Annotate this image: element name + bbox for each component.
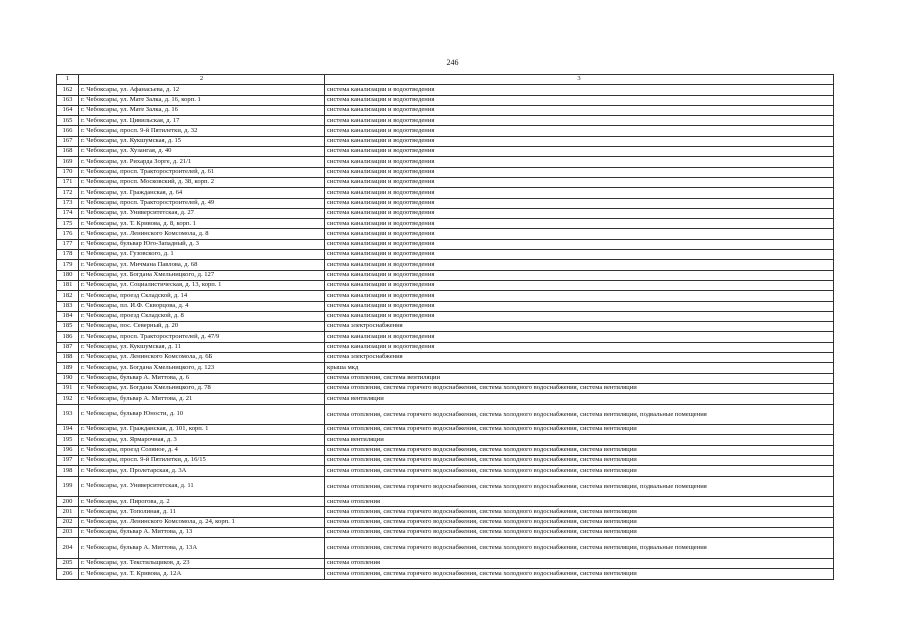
row-number: 189 [57, 363, 79, 373]
row-address: г. Чебоксары, ул. Кукшумская, д. 15 [79, 136, 325, 146]
table-row [57, 435, 834, 445]
row-address: г. Чебоксары, ул. Мичмана Павлова, д. 68 [79, 260, 325, 270]
row-address: г. Чебоксары, ул. Социалистическая, д. 13, корп. 1 [79, 280, 325, 290]
table-row [57, 322, 834, 332]
row-systems: система отопления, система горячего водоснабжения, система холодного водоснабжения, система вентиляции [325, 383, 834, 393]
row-systems: система канализации и водоотведения [325, 280, 834, 290]
page-number: 246 [446, 58, 459, 67]
row-number: 165 [57, 116, 79, 126]
row-systems: система канализации и водоотведения [325, 250, 834, 260]
row-address: г. Чебоксары, ул. Хузангая, д. 40 [79, 147, 325, 157]
row-systems: система канализации и водоотведения [325, 95, 834, 105]
row-number: 201 [57, 507, 79, 517]
table-row [57, 177, 834, 187]
table-row [57, 445, 834, 455]
row-systems: система канализации и водоотведения [325, 85, 834, 95]
row-systems: система канализации и водоотведения [325, 136, 834, 146]
row-address: г. Чебоксары, бульвар Юго-Западный, д. 3 [79, 239, 325, 249]
row-number: 205 [57, 558, 79, 568]
table-row [57, 342, 834, 352]
row-systems: система канализации и водоотведения [325, 198, 834, 208]
row-systems: система отопления, система горячего водоснабжения, система холодного водоснабжения, система вентиляции [325, 517, 834, 527]
row-systems: система отопления, система горячего водоснабжения, система холодного водоснабжения, система вентиляции [325, 445, 834, 455]
row-address: г. Чебоксары, бульвар А. Миттова, д. 6 [79, 373, 325, 383]
table-row [57, 383, 834, 393]
row-address: г. Чебоксары, ул. Кукшумская, д. 11 [79, 342, 325, 352]
table-row [57, 301, 834, 311]
table-row [57, 291, 834, 301]
row-number: 164 [57, 105, 79, 115]
row-number: 196 [57, 445, 79, 455]
row-systems: система отопления, система горячего водоснабжения, система холодного водоснабжения, система вентиляции, подвальные помещения [325, 404, 834, 425]
row-systems: система канализации и водоотведения [325, 167, 834, 177]
table-row [57, 558, 834, 568]
row-address: г. Чебоксары, ул. Пирогова, д. 2 [79, 497, 325, 507]
row-address: г. Чебоксары, ул. Ярмарочная, д. 3 [79, 435, 325, 445]
row-systems: система отопления [325, 558, 834, 568]
table-row [57, 569, 834, 579]
row-systems: система отопления, система горячего водоснабжения, система холодного водоснабжения, система вентиляции [325, 466, 834, 476]
row-number: 204 [57, 538, 79, 559]
row-address: г. Чебоксары, бульвар А. Миттова, д. 13 [79, 528, 325, 538]
table-row [57, 332, 834, 342]
table-row [57, 455, 834, 465]
row-number: 192 [57, 394, 79, 404]
row-number: 183 [57, 301, 79, 311]
row-systems: система канализации и водоотведения [325, 157, 834, 167]
row-systems: система отопления, система горячего водоснабжения, система холодного водоснабжения, система вентиляции, подвальные помещения [325, 538, 834, 559]
table-row [57, 198, 834, 208]
table-row [57, 95, 834, 105]
row-systems: система канализации и водоотведения [325, 239, 834, 249]
row-number: 170 [57, 167, 79, 177]
row-address: г. Чебоксары, ул. Ленинского Комсомола, д. 8 [79, 229, 325, 239]
table-row [57, 239, 834, 249]
row-address: г. Чебоксары, проезд Складской, д. 14 [79, 291, 325, 301]
row-address: г. Чебоксары, ул. Богдана Хмельницкого, д. 123 [79, 363, 325, 373]
row-systems: система канализации и водоотведения [325, 270, 834, 280]
table-header-row [57, 75, 834, 85]
row-address: г. Чебоксары, ул. Тополиная, д. 11 [79, 507, 325, 517]
row-number: 199 [57, 476, 79, 497]
table-row [57, 208, 834, 218]
table-row [57, 311, 834, 321]
table-row [57, 466, 834, 476]
table-row [57, 250, 834, 260]
row-number: 202 [57, 517, 79, 527]
table-row [57, 476, 834, 497]
buildings-table [56, 74, 834, 580]
table-row [57, 373, 834, 383]
row-systems: система канализации и водоотведения [325, 229, 834, 239]
row-systems: система канализации и водоотведения [325, 311, 834, 321]
row-number: 190 [57, 373, 79, 383]
row-address: г. Чебоксары, ул. Рихарда Зорге, д. 21/1 [79, 157, 325, 167]
row-address: г. Чебоксары, пос. Северный, д. 20 [79, 322, 325, 332]
row-number: 200 [57, 497, 79, 507]
row-systems: система канализации и водоотведения [325, 332, 834, 342]
row-address: г. Чебоксары, ул. Цивильская, д. 17 [79, 116, 325, 126]
table-row [57, 528, 834, 538]
table-row [57, 270, 834, 280]
row-number: 166 [57, 126, 79, 136]
row-number: 185 [57, 322, 79, 332]
table-row [57, 219, 834, 229]
row-address: г. Чебоксары, ул. Текстильщиков, д. 23 [79, 558, 325, 568]
table-row [57, 85, 834, 95]
row-number: 188 [57, 353, 79, 363]
row-systems: крыша мкд [325, 363, 834, 373]
row-address: г. Чебоксары, просп. 9-й Пятилетки, д. 16/15 [79, 455, 325, 465]
table-row [57, 404, 834, 425]
table-row [57, 147, 834, 157]
row-address: г. Чебоксары, проезд Соляное, д. 4 [79, 445, 325, 455]
row-number: 198 [57, 466, 79, 476]
row-systems: система электроснабжения [325, 353, 834, 363]
row-systems: система канализации и водоотведения [325, 301, 834, 311]
header-col-2: 2 [79, 75, 325, 85]
row-number: 184 [57, 311, 79, 321]
table-row [57, 538, 834, 559]
row-number: 179 [57, 260, 79, 270]
table-row [57, 126, 834, 136]
row-address: г. Чебоксары, ул. Богдана Хмельницкого, д. 78 [79, 383, 325, 393]
row-number: 206 [57, 569, 79, 579]
table-row [57, 116, 834, 126]
row-address: г. Чебоксары, просп. Тракторостроителей, д. 49 [79, 198, 325, 208]
table-row [57, 229, 834, 239]
row-address: г. Чебоксары, ул. Гражданская, д. 64 [79, 188, 325, 198]
row-address: г. Чебоксары, ул. Гузовского, д. 1 [79, 250, 325, 260]
row-number: 191 [57, 383, 79, 393]
table-row [57, 394, 834, 404]
row-number: 177 [57, 239, 79, 249]
row-address: г. Чебоксары, ул. Гражданская, д. 101, корп. 1 [79, 425, 325, 435]
table-row [57, 167, 834, 177]
row-systems: система канализации и водоотведения [325, 126, 834, 136]
row-number: 182 [57, 291, 79, 301]
row-number: 175 [57, 219, 79, 229]
table-row [57, 517, 834, 527]
row-number: 197 [57, 455, 79, 465]
row-address: г. Чебоксары, просп. Тракторостроителей, д. 61 [79, 167, 325, 177]
row-systems: система отопления, система горячего водоснабжения, система холодного водоснабжения, система вентиляции [325, 569, 834, 579]
row-address: г. Чебоксары, ул. Университетская, д. 27 [79, 208, 325, 218]
row-number: 193 [57, 404, 79, 425]
row-number: 173 [57, 198, 79, 208]
row-address: г. Чебоксары, проезд Складской, д. 8 [79, 311, 325, 321]
row-systems: система канализации и водоотведения [325, 147, 834, 157]
row-number: 181 [57, 280, 79, 290]
row-number: 203 [57, 528, 79, 538]
header-col-3: 3 [325, 75, 834, 85]
table-row [57, 105, 834, 115]
row-systems: система канализации и водоотведения [325, 105, 834, 115]
table-row [57, 136, 834, 146]
table-row [57, 497, 834, 507]
row-address: г. Чебоксары, ул. Университетская, д. 11 [79, 476, 325, 497]
table-row [57, 353, 834, 363]
row-number: 163 [57, 95, 79, 105]
table-row [57, 363, 834, 373]
table-row [57, 425, 834, 435]
row-number: 186 [57, 332, 79, 342]
row-systems: система канализации и водоотведения [325, 291, 834, 301]
row-systems: система отопления, система вентиляции [325, 373, 834, 383]
row-address: г. Чебоксары, бульвар Юности, д. 10 [79, 404, 325, 425]
row-number: 178 [57, 250, 79, 260]
row-address: г. Чебоксары, ул. Пролетарская, д. 3А [79, 466, 325, 476]
row-systems: система отопления, система горячего водоснабжения, система холодного водоснабжения, система вентиляции [325, 455, 834, 465]
table-row [57, 507, 834, 517]
row-systems: система канализации и водоотведения [325, 260, 834, 270]
table-row [57, 157, 834, 167]
row-number: 187 [57, 342, 79, 352]
row-systems: система отопления, система горячего водоснабжения, система холодного водоснабжения, система вентиляции [325, 528, 834, 538]
row-address: г. Чебоксары, ул. Т. Кривова, д. 8, корп. 1 [79, 219, 325, 229]
row-number: 162 [57, 85, 79, 95]
row-systems: система вентиляции [325, 394, 834, 404]
row-systems: система отопления [325, 497, 834, 507]
row-number: 195 [57, 435, 79, 445]
row-number: 171 [57, 177, 79, 187]
row-address: г. Чебоксары, пл. И.Ф. Скворцова, д. 4 [79, 301, 325, 311]
table-row [57, 260, 834, 270]
row-address: г. Чебоксары, ул. Т. Кривова, д. 12А [79, 569, 325, 579]
row-systems: система вентиляции [325, 435, 834, 445]
row-systems: система отопления, система горячего водоснабжения, система холодного водоснабжения, система вентиляции [325, 507, 834, 517]
row-systems: система отопления, система горячего водоснабжения, система холодного водоснабжения, система вентиляции, подвальные помещения [325, 476, 834, 497]
header-col-1: 1 [57, 75, 79, 85]
row-number: 167 [57, 136, 79, 146]
row-address: г. Чебоксары, ул. Ленинского Комсомола, д. 24, корп. 1 [79, 517, 325, 527]
row-systems: система электроснабжения [325, 322, 834, 332]
row-address: г. Чебоксары, просп. Тракторостроителей, д. 47/9 [79, 332, 325, 342]
row-address: г. Чебоксары, ул. Мате Залка, д. 16, корп. 1 [79, 95, 325, 105]
row-systems: система канализации и водоотведения [325, 208, 834, 218]
row-address: г. Чебоксары, бульвар А. Миттова, д. 13А [79, 538, 325, 559]
row-address: г. Чебоксары, ул. Богдана Хмельницкого, д. 127 [79, 270, 325, 280]
row-systems: система канализации и водоотведения [325, 342, 834, 352]
row-address: г. Чебоксары, ул. Ленинского Комсомола, д. 6Б [79, 353, 325, 363]
row-systems: система канализации и водоотведения [325, 116, 834, 126]
row-address: г. Чебоксары, бульвар А. Миттова, д. 21 [79, 394, 325, 404]
table-row [57, 188, 834, 198]
row-number: 172 [57, 188, 79, 198]
row-address: г. Чебоксары, ул. Афанасьева, д. 12 [79, 85, 325, 95]
row-systems: система канализации и водоотведения [325, 219, 834, 229]
row-number: 194 [57, 425, 79, 435]
row-number: 168 [57, 147, 79, 157]
row-systems: система канализации и водоотведения [325, 188, 834, 198]
row-address: г. Чебоксары, ул. Мате Залка, д. 16 [79, 105, 325, 115]
row-number: 174 [57, 208, 79, 218]
row-systems: система канализации и водоотведения [325, 177, 834, 187]
row-address: г. Чебоксары, просп. 9-й Пятилетки, д. 32 [79, 126, 325, 136]
row-number: 169 [57, 157, 79, 167]
row-number: 180 [57, 270, 79, 280]
row-number: 176 [57, 229, 79, 239]
row-systems: система отопления, система горячего водоснабжения, система холодного водоснабжения, система вентиляции [325, 425, 834, 435]
table-row [57, 280, 834, 290]
row-address: г. Чебоксары, просп. Московский, д. 38, корп. 2 [79, 177, 325, 187]
